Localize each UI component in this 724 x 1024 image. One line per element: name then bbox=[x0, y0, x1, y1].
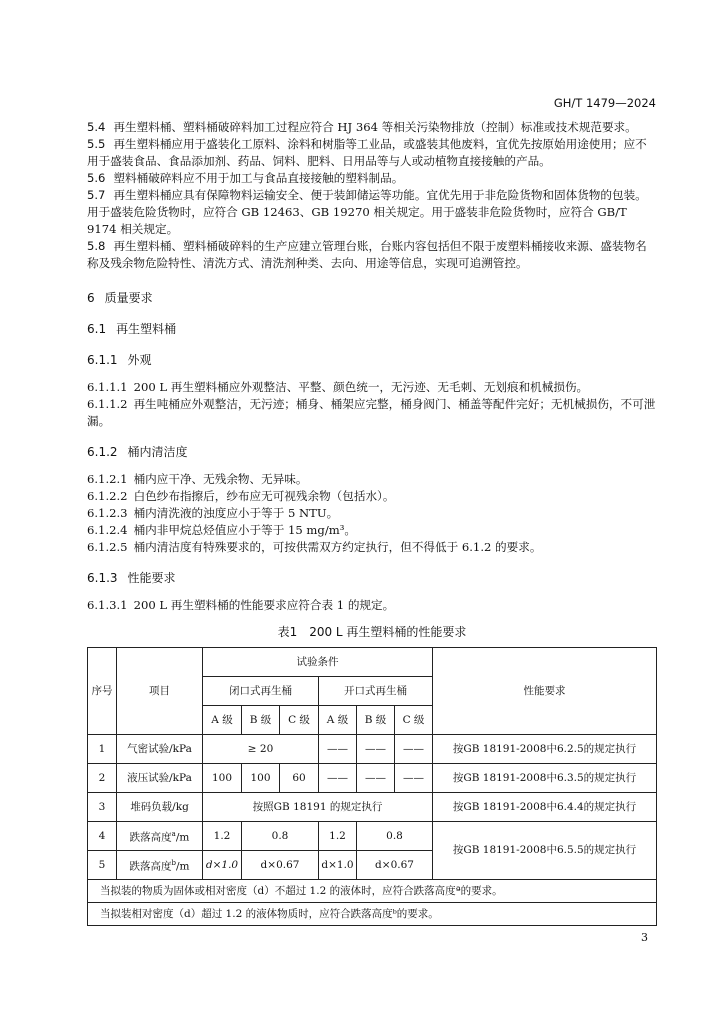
section-6-heading: 6 质量要求 bbox=[87, 291, 153, 305]
table-row: 1 气密试验/kPa ≥ 20 —— —— —— 按GB 18191-2008中6.2.5的规定执行 bbox=[88, 735, 657, 764]
header-seq: 序号 bbox=[88, 648, 117, 735]
header-closed-a: A 级 bbox=[203, 706, 242, 735]
page-number: 3 bbox=[641, 931, 648, 944]
table-row: 3 堆码负载/kg 按照GB 18191 的规定执行 按GB 18191-2008中6.4.4的规定执行 bbox=[88, 793, 657, 822]
document-body bbox=[87, 119, 657, 926]
table-note-a: 当拟装的物质为固体或相对密度（d）不超过 1.2 的液体时，应符合跌落高度ª的要求。 bbox=[88, 880, 657, 903]
table-row: 4 跌落高度$^a$/m 1.2 0.8 1.2 0.8 按GB 18191-2008中6.5.5的规定执行 bbox=[88, 822, 657, 851]
section-6-1-1-heading: 6.1.1 外观 bbox=[87, 353, 152, 367]
table-caption: 表1 200 L 再生塑料桶的性能要求 bbox=[277, 625, 467, 639]
header-open-c: C 级 bbox=[395, 706, 433, 735]
clause-6-1-3-1: 6.1.3.1 200 L 再生塑料桶的性能要求应符合表 1 的规定。 bbox=[87, 598, 395, 612]
table-row: 2 液压试验/kPa 100 100 60 —— —— —— 按GB 18191-2008中6.3.5的规定执行 bbox=[88, 764, 657, 793]
section-6-1-heading: 6.1 再生塑料桶 bbox=[87, 322, 177, 336]
standard-number: GH/T 1479—2024 bbox=[553, 96, 656, 110]
header-conditions: 试验条件 bbox=[203, 648, 433, 677]
clause-5-7: 5.7 再生塑料桶应具有保障物料运输安全、便于装卸储运等功能。宜优先用于非危险货物和固体货物的包装。用于盛装危险货物时，应符合 GB 12463、GB 19270 相关规定。用于盛装非危险货物时，应符合 GB/T 9174 相关规定。 bbox=[87, 188, 647, 236]
clause-6-1-2-1: 6.1.2.1 桶内应干净、无残余物、无异味。 bbox=[87, 472, 308, 486]
clause-6-1-2-5: 6.1.2.5 桶内清洁度有特殊要求的，可按供需双方约定执行，但不得低于 6.1.2 的要求。 bbox=[87, 540, 542, 554]
clause-5-4: 5.4 再生塑料桶、塑料桶破碎料加工过程应符合 HJ 364 等相关污染物排放（控制）标准或技术规范要求。 bbox=[87, 120, 637, 134]
header-open-a: A 级 bbox=[319, 706, 357, 735]
section-6-1-2-heading: 6.1.2 桶内清洁度 bbox=[87, 445, 188, 459]
header-closed-c: C 级 bbox=[280, 706, 319, 735]
header-item: 项目 bbox=[117, 648, 203, 735]
clause-6-1-2-3: 6.1.2.3 桶内清洗液的浊度应小于等于 5 NTU。 bbox=[87, 506, 339, 520]
table-note-b: 当拟装相对密度（d）超过 1.2 的液体物质时，应符合跌落高度ᵇ的要求。 bbox=[88, 903, 657, 926]
clause-6-1-2-2: 6.1.2.2 白色纱布指擦后，纱布应无可视残余物（包括水）。 bbox=[87, 489, 395, 503]
performance-table bbox=[87, 647, 657, 926]
header-requirement: 性能要求 bbox=[433, 648, 657, 735]
table-row: 5 跌落高度$^b$/m d×1.0 d×0.67 d×1.0 d×0.67 bbox=[88, 851, 657, 880]
clause-6-1-2-4: 6.1.2.4 桶内非甲烷总烃值应小于等于 15 mg/m³。 bbox=[87, 523, 356, 537]
clause-6-1-1-1: 6.1.1.1 200 L 再生塑料桶应外观整洁、平整、颜色统一，无污迹、无毛刺、无划痕和机械损伤。 bbox=[87, 380, 589, 394]
requirement-rows-4-5: 按GB 18191-2008中6.5.5的规定执行 bbox=[433, 822, 657, 880]
header-closed: 闭口式再生桶 bbox=[203, 677, 319, 706]
header-open: 开口式再生桶 bbox=[319, 677, 433, 706]
header-closed-b: B 级 bbox=[242, 706, 280, 735]
clause-5-6: 5.6 塑料桶破碎料应不用于加工与食品直接接触的塑料制品。 bbox=[87, 171, 404, 185]
clause-5-5: 5.5 再生塑料桶应用于盛装化工原料、涂料和树脂等工业品，或盛装其他废料，宜优先按原始用途使用；应不用于盛装食品、食品添加剂、药品、饲料、肥料、日用品等与人或动植物直接接触的产品。 bbox=[87, 137, 647, 168]
section-6-1-3-heading: 6.1.3 性能要求 bbox=[87, 571, 176, 585]
clause-5-8: 5.8 再生塑料桶、塑料桶破碎料的生产应建立管理台账，台账内容包括但不限于废塑料桶接收来源、盛装物名称及残余物危险特性、清洗方式、清洗剂种类、去向、用途等信息，实现可追溯管控。 bbox=[87, 239, 647, 270]
clause-6-1-1-2: 6.1.1.2 再生吨桶应外观整洁，无污迹；桶身、桶架应完整，桶身阀门、桶盖等配件完好；无机械损伤，不可泄漏。 bbox=[87, 397, 656, 428]
header-open-b: B 级 bbox=[357, 706, 395, 735]
